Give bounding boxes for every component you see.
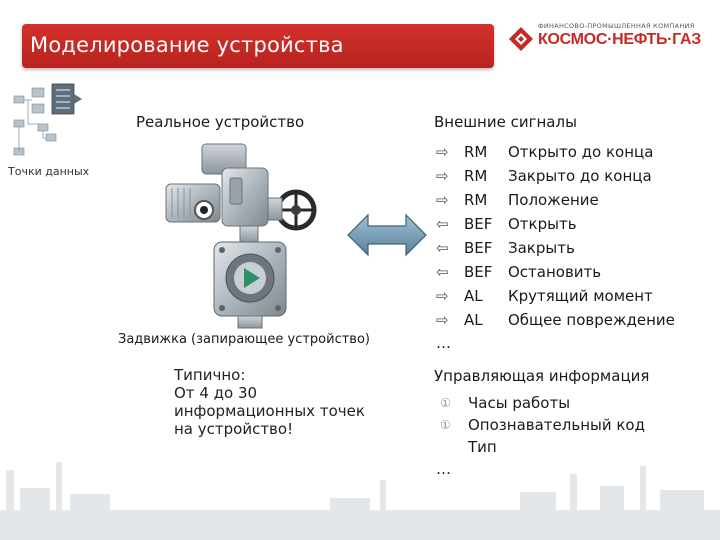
note-line: на устройство! [174,420,294,438]
device-caption: Задвижка (запирающее устройство) [118,332,370,347]
red-diamond-logo-icon [508,26,534,52]
signal-label: Открыто до конца [508,143,654,161]
signals-title: Внешние сигналы [434,113,577,131]
signal-row [434,142,714,166]
signal-out-arrow-icon: ⇨ [436,311,449,329]
control-label: Опознавательный код [468,416,645,434]
signals-list [434,142,714,334]
signal-label: Закрыть [508,239,575,257]
signal-code: BEF [464,215,493,233]
tree-label: Точки данных [8,165,90,178]
signal-out-arrow-icon: ⇨ [436,287,449,305]
signal-code: AL [464,311,483,329]
note-line: От 4 до 30 [174,384,258,402]
typical-note [174,366,404,438]
signal-in-arrow-icon: ⇦ [436,239,449,257]
circled-one-icon: ① [440,418,451,432]
signal-code: BEF [464,263,493,281]
signal-row [434,238,714,262]
title-bar [22,24,494,68]
signal-label: Открыть [508,215,577,233]
valve-actuator-image [160,138,330,338]
control-item [434,394,714,416]
signal-out-arrow-icon: ⇨ [436,143,449,161]
note-line: Типично: [174,366,246,384]
control-title: Управляющая информация [434,367,650,385]
signal-label: Закрыто до конца [508,167,652,185]
note-line: информационных точек [174,402,365,420]
signal-row [434,214,714,238]
signals-ellipsis: … [436,334,451,352]
signal-label: Положение [508,191,599,209]
control-sub-label: Тип [468,438,497,456]
signal-code: RM [464,143,488,161]
signal-row [434,166,714,190]
control-ellipsis: … [436,460,451,478]
signal-out-arrow-icon: ⇨ [436,167,449,185]
signal-in-arrow-icon: ⇦ [436,215,449,233]
control-list [434,394,714,438]
signal-code: RM [464,191,488,209]
industrial-skyline-background [0,440,720,540]
signal-code: AL [464,287,483,305]
company-logo [508,18,708,58]
real-device-label: Реальное устройство [136,113,305,131]
logo-subtitle: ФИНАНСОВО-ПРОМЫШЛЕННАЯ КОМПАНИЯ [538,22,695,30]
signal-row [434,262,714,286]
double-arrow-icon [346,212,428,258]
control-item [434,416,714,438]
signal-label: Остановить [508,263,602,281]
page-title: Моделирование устройства [30,33,344,57]
signal-code: BEF [464,239,493,257]
hierarchy-tree-icon [8,76,88,158]
signal-in-arrow-icon: ⇦ [436,263,449,281]
signal-out-arrow-icon: ⇨ [436,191,449,209]
signal-row [434,190,714,214]
signal-code: RM [464,167,488,185]
signal-row [434,286,714,310]
signal-label: Крутящий момент [508,287,653,305]
signal-row [434,310,714,334]
signal-label: Общее повреждение [508,311,675,329]
logo-name: КОСМОС·НЕФТЬ·ГАЗ [538,31,701,48]
circled-one-icon: ① [440,396,451,410]
control-label: Часы работы [468,394,571,412]
